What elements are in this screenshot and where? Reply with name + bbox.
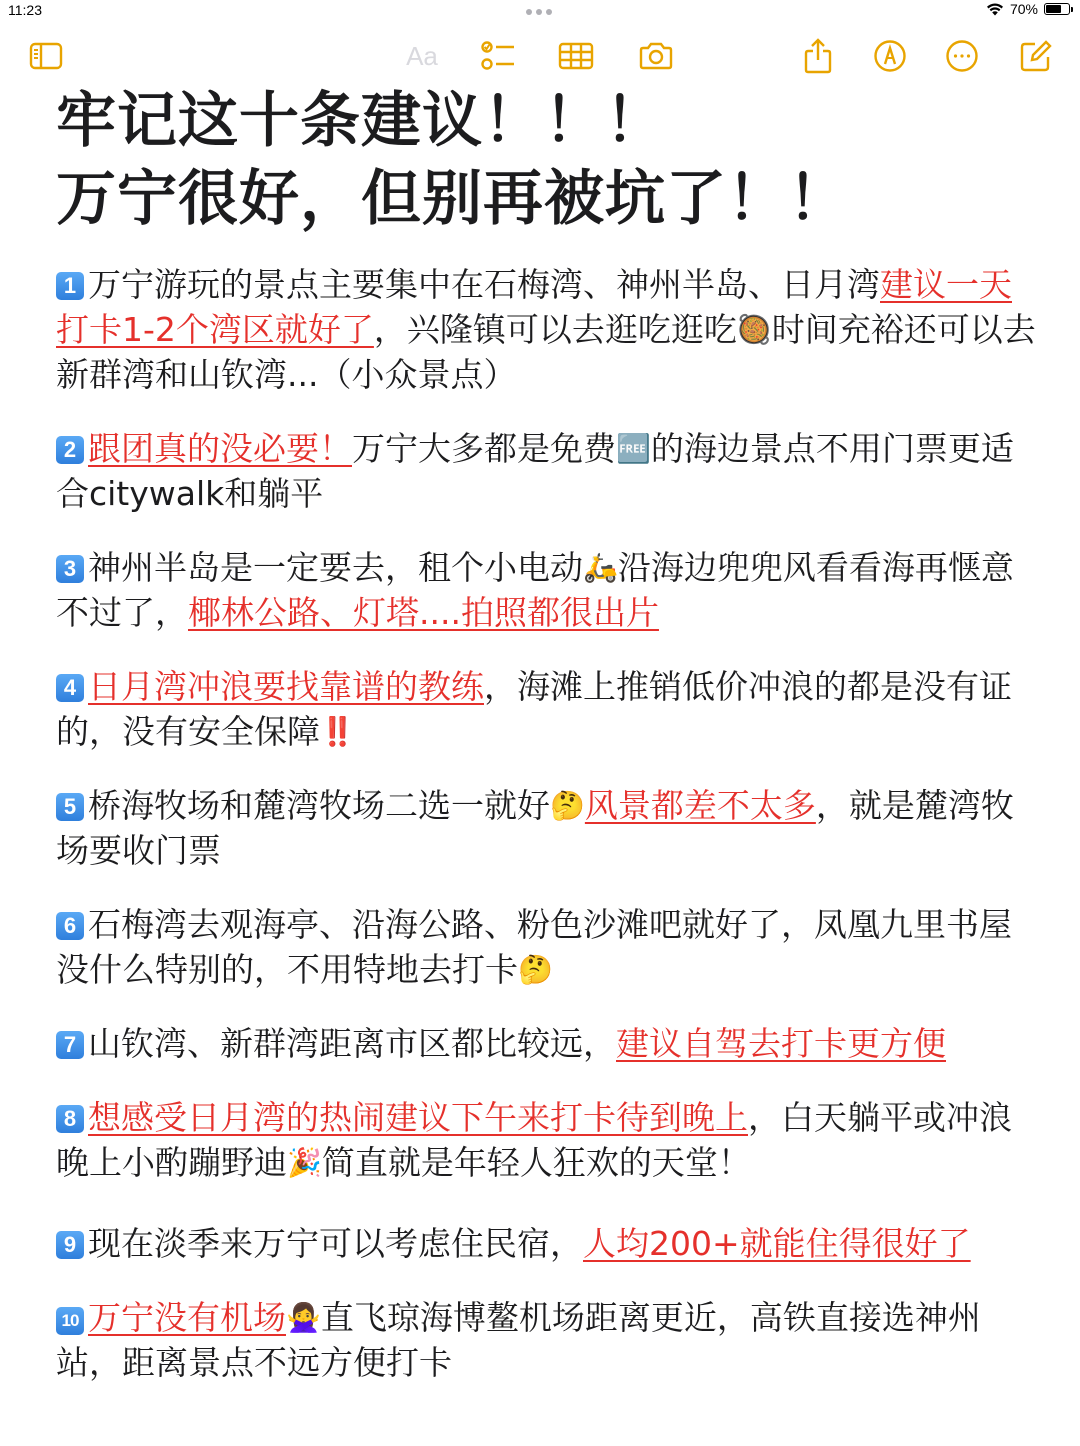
- text-format-button[interactable]: [404, 38, 440, 74]
- tip-highlight: 椰林公路、灯塔....拍照都很出片: [188, 593, 659, 632]
- tip-item-7: [56, 1021, 1036, 1066]
- tip-text: 桥海牧场和麓湾牧场二选一就好: [88, 786, 550, 825]
- free-badge-emoji-icon: 🆓: [616, 432, 651, 465]
- more-options-icon[interactable]: [944, 38, 980, 74]
- status-bar: [0, 0, 1080, 22]
- thinking-face-emoji-icon: 🤔: [550, 789, 585, 822]
- double-exclamation-emoji-icon: ‼️: [320, 715, 355, 748]
- notes-toolbar: [0, 34, 1080, 78]
- note-title-line-1: 牢记这十条建议！！！: [56, 86, 666, 156]
- keycap-number-icon: 2: [56, 436, 84, 464]
- battery-icon: [1044, 3, 1070, 15]
- gesturing-no-emoji-icon: 🙅‍♀️: [286, 1301, 321, 1334]
- tip-highlight: 风景都差不太多: [584, 786, 816, 825]
- tip-highlight: 人均200+就能住得很好了: [583, 1224, 971, 1263]
- status-time: 11:23: [8, 2, 42, 18]
- keycap-number-icon: 5: [56, 793, 84, 821]
- keycap-number-icon: 9: [56, 1231, 84, 1259]
- tip-item-8: [56, 1095, 1036, 1185]
- thinking-face-emoji-icon: 🤔: [518, 953, 553, 986]
- battery-level: [1046, 5, 1061, 13]
- tip-item-2: [56, 426, 1036, 516]
- text-format-label: Aa: [406, 40, 438, 71]
- tip-text: 万宁游玩的景点主要集中在石梅湾、神州半岛、日月湾: [88, 265, 880, 304]
- tip-text: 现在淡季来万宁可以考虑住民宿，: [88, 1224, 583, 1263]
- camera-icon[interactable]: [638, 38, 674, 74]
- tip-item-4: [56, 664, 1036, 754]
- keycap-number-icon: 6: [56, 912, 84, 940]
- wifi-icon: [986, 2, 1004, 16]
- table-icon[interactable]: [558, 38, 594, 74]
- food-pot-emoji-icon: 🥘: [736, 313, 772, 346]
- keycap-number-icon: 4: [56, 674, 84, 702]
- keycap-number-icon: 1: [56, 272, 84, 300]
- tips-list: [56, 262, 1036, 1385]
- tip-highlight: 建议一天打卡1-2个湾区就好了: [56, 265, 1012, 349]
- tip-highlight: 日月湾冲浪要找靠谱的教练: [88, 667, 484, 706]
- tip-text: 直飞琼海博鳌机场距离更近，高铁直接选神州站，距离景点不远方便打卡: [56, 1298, 981, 1382]
- keycap-number-icon: 10: [56, 1307, 84, 1335]
- scooter-emoji-icon: 🛵: [583, 551, 618, 584]
- tip-text: 沿海边兜兜风看看海再惬意不过了，: [56, 548, 1014, 632]
- checklist-icon[interactable]: [480, 38, 516, 74]
- note-body[interactable]: [56, 82, 1036, 1414]
- tip-text: ，兴隆镇可以去逛吃逛吃: [373, 310, 737, 349]
- tip-item-5: [56, 783, 1036, 873]
- note-title: [56, 82, 1036, 238]
- tip-highlight: 万宁没有机场: [88, 1298, 286, 1337]
- tip-highlight: 建议自驾去打卡更方便: [616, 1024, 946, 1063]
- tip-text: ，就是麓湾牧场要收门票: [56, 786, 1014, 870]
- markup-pen-icon[interactable]: [872, 38, 908, 74]
- tip-text: 简直就是年轻人狂欢的天堂！: [321, 1143, 751, 1182]
- keycap-number-icon: 7: [56, 1031, 84, 1059]
- keycap-number-icon: 3: [56, 555, 84, 583]
- tip-text: 石梅湾去观海亭、沿海公路、粉色沙滩吧就好了，凤凰九里书屋没什么特别的，不用特地去打卡: [56, 905, 1012, 989]
- party-popper-emoji-icon: 🎉: [287, 1146, 322, 1179]
- share-icon[interactable]: [800, 38, 836, 74]
- tip-text: ，白天躺平或冲浪晚上小酌蹦野迪: [56, 1098, 1012, 1182]
- tip-item-3: [56, 545, 1036, 635]
- keycap-number-icon: 8: [56, 1105, 84, 1133]
- battery-percentage: 70%: [1009, 1, 1038, 17]
- tip-item-6: [56, 902, 1036, 992]
- note-title-line-2: 万宁很好，但别再被坑了！！: [56, 164, 849, 234]
- multitasking-dots-icon[interactable]: [526, 9, 552, 15]
- tip-item-9: [56, 1221, 1036, 1266]
- tip-item-1: [56, 262, 1036, 397]
- tip-highlight: 跟团真的没必要！: [88, 429, 352, 468]
- tip-text: 的海边景点不用门票更适合citywalk和躺平: [56, 429, 1014, 513]
- tip-text: 神州半岛是一定要去，租个小电动: [88, 548, 583, 587]
- tip-item-10: [56, 1295, 1036, 1385]
- tip-highlight: 想感受日月湾的热闹建议下午来打卡待到晚上: [88, 1098, 748, 1137]
- sidebar-toggle-icon[interactable]: [28, 38, 64, 74]
- tip-text: 山钦湾、新群湾距离市区都比较远，: [88, 1024, 616, 1063]
- status-right: [986, 1, 1070, 17]
- tip-text: 时间充裕还可以去新群湾和山钦湾...（小众景点）: [56, 310, 1036, 394]
- tip-text: 万宁大多都是免费: [352, 429, 616, 468]
- compose-icon[interactable]: [1018, 38, 1054, 74]
- tip-text: ，海滩上推销低价冲浪的都是没有证的，没有安全保障: [56, 667, 1012, 751]
